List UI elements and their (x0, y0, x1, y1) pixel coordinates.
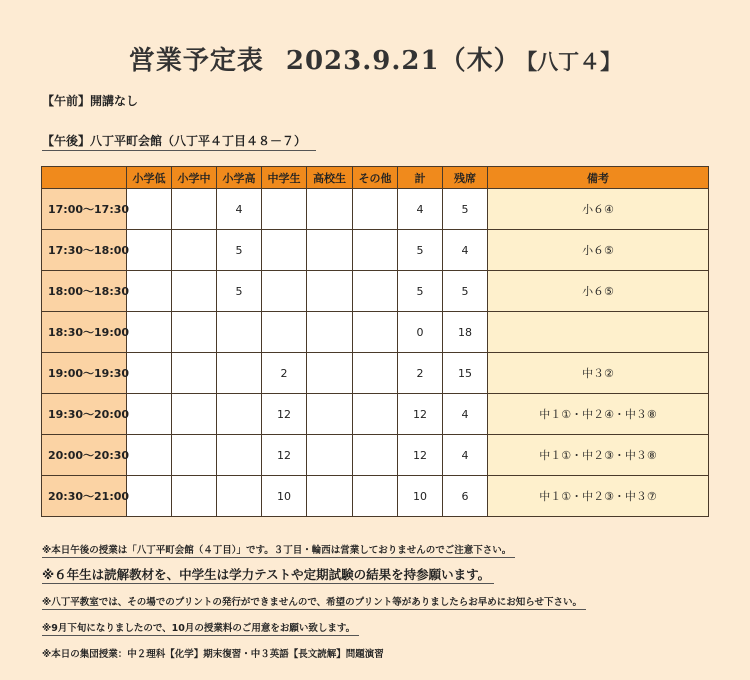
title-text: 営業予定表 (128, 46, 264, 76)
header-other: その他 (353, 167, 398, 189)
cell-elem-mid (172, 271, 217, 312)
cell-high-school (307, 271, 353, 312)
cell-high-school (307, 189, 353, 230)
cell-memo: 小６⑤ (488, 271, 709, 312)
notes-section (42, 538, 722, 667)
time-slot: 20:30〜21:00 (42, 476, 127, 517)
morning-status: 【午前】開講なし (42, 94, 139, 108)
cell-memo: 小６④ (488, 189, 709, 230)
cell-elem-low (127, 271, 172, 312)
cell-junior-high: 12 (262, 435, 307, 476)
cell-elem-mid (172, 189, 217, 230)
header-remaining: 残席 (443, 167, 488, 189)
cell-remaining: 4 (443, 435, 488, 476)
header-junior-high: 中学生 (262, 167, 307, 189)
cell-other (353, 271, 398, 312)
table-row (42, 271, 709, 312)
note-tuition: ※9月下旬になりましたので、10月の授業料のご用意をお願い致します。 (42, 622, 359, 636)
time-slot: 17:00〜17:30 (42, 189, 127, 230)
cell-remaining: 4 (443, 394, 488, 435)
cell-other (353, 312, 398, 353)
page-title (0, 40, 750, 77)
cell-total: 2 (398, 353, 443, 394)
table-row (42, 189, 709, 230)
table-row (42, 394, 709, 435)
cell-elem-mid (172, 476, 217, 517)
cell-other (353, 394, 398, 435)
header-elem-high: 小学高 (217, 167, 262, 189)
title-date: 2023.9.21（木） (285, 46, 521, 76)
cell-total: 0 (398, 312, 443, 353)
note-venue: ※本日午後の授業は「八丁平町会館（４丁目）」です。３丁目・輪西は営業しておりませんのでご注意下さい。 (42, 544, 515, 558)
cell-total: 12 (398, 435, 443, 476)
cell-elem-low (127, 230, 172, 271)
time-slot: 19:30〜20:00 (42, 394, 127, 435)
cell-elem-low (127, 353, 172, 394)
time-slot: 19:00〜19:30 (42, 353, 127, 394)
header-elem-low: 小学低 (127, 167, 172, 189)
note-group-lesson: ※本日の集団授業：中２理科【化学】期末復習・中３英語【長文読解】問題演習 (42, 649, 384, 660)
table-row (42, 353, 709, 394)
schedule-table (41, 166, 709, 517)
cell-memo: 中３② (488, 353, 709, 394)
time-slot: 18:30〜19:00 (42, 312, 127, 353)
note-prints: ※八丁平教室では、その場でのプリントの発行ができませんので、希望のプリント等がありましたらお早めにお知らせ下さい。 (42, 596, 586, 610)
cell-memo: 小６⑤ (488, 230, 709, 271)
table-row (42, 435, 709, 476)
cell-high-school (307, 312, 353, 353)
cell-elem-high (217, 476, 262, 517)
cell-elem-high: 5 (217, 271, 262, 312)
cell-high-school (307, 476, 353, 517)
cell-elem-low (127, 189, 172, 230)
table-header-row (42, 167, 709, 189)
cell-other (353, 353, 398, 394)
cell-elem-mid (172, 230, 217, 271)
header-total: 計 (398, 167, 443, 189)
table-row (42, 312, 709, 353)
cell-other (353, 230, 398, 271)
cell-memo: 中１①・中２③・中３⑦ (488, 476, 709, 517)
cell-elem-low (127, 394, 172, 435)
cell-memo: 中１①・中２④・中３⑧ (488, 394, 709, 435)
cell-remaining: 5 (443, 189, 488, 230)
cell-high-school (307, 435, 353, 476)
cell-elem-low (127, 435, 172, 476)
cell-junior-high: 10 (262, 476, 307, 517)
cell-elem-mid (172, 353, 217, 394)
afternoon-location: 【午後】八丁平町会館（八丁平４丁目４８－７） (42, 132, 316, 151)
table-row (42, 476, 709, 517)
cell-elem-mid (172, 394, 217, 435)
header-memo: 備考 (488, 167, 709, 189)
cell-junior-high (262, 312, 307, 353)
cell-remaining: 5 (443, 271, 488, 312)
cell-remaining: 15 (443, 353, 488, 394)
cell-other (353, 435, 398, 476)
cell-other (353, 189, 398, 230)
header-elem-mid: 小学中 (172, 167, 217, 189)
time-slot: 17:30〜18:00 (42, 230, 127, 271)
cell-remaining: 6 (443, 476, 488, 517)
cell-total: 5 (398, 271, 443, 312)
cell-high-school (307, 353, 353, 394)
cell-total: 4 (398, 189, 443, 230)
cell-elem-low (127, 476, 172, 517)
header-time (42, 167, 127, 189)
cell-remaining: 18 (443, 312, 488, 353)
cell-elem-low (127, 312, 172, 353)
location-tag: 【八丁４】 (526, 49, 622, 74)
cell-elem-high: 5 (217, 230, 262, 271)
cell-junior-high (262, 271, 307, 312)
cell-elem-high (217, 435, 262, 476)
cell-high-school (307, 230, 353, 271)
cell-other (353, 476, 398, 517)
cell-junior-high: 2 (262, 353, 307, 394)
cell-memo: 中１①・中２③・中３⑧ (488, 435, 709, 476)
cell-elem-high (217, 353, 262, 394)
cell-total: 10 (398, 476, 443, 517)
cell-elem-high: 4 (217, 189, 262, 230)
time-slot: 18:00〜18:30 (42, 271, 127, 312)
cell-total: 12 (398, 394, 443, 435)
table-row (42, 230, 709, 271)
cell-total: 5 (398, 230, 443, 271)
cell-elem-high (217, 394, 262, 435)
cell-junior-high: 12 (262, 394, 307, 435)
cell-elem-mid (172, 435, 217, 476)
header-high-school: 高校生 (307, 167, 353, 189)
cell-high-school (307, 394, 353, 435)
cell-junior-high (262, 189, 307, 230)
time-slot: 20:00〜20:30 (42, 435, 127, 476)
cell-junior-high (262, 230, 307, 271)
cell-elem-high (217, 312, 262, 353)
note-materials: ※６年生は読解教材を、中学生は学力テストや定期試験の結果を持参願います。 (42, 567, 494, 584)
cell-elem-mid (172, 312, 217, 353)
cell-memo (488, 312, 709, 353)
cell-remaining: 4 (443, 230, 488, 271)
